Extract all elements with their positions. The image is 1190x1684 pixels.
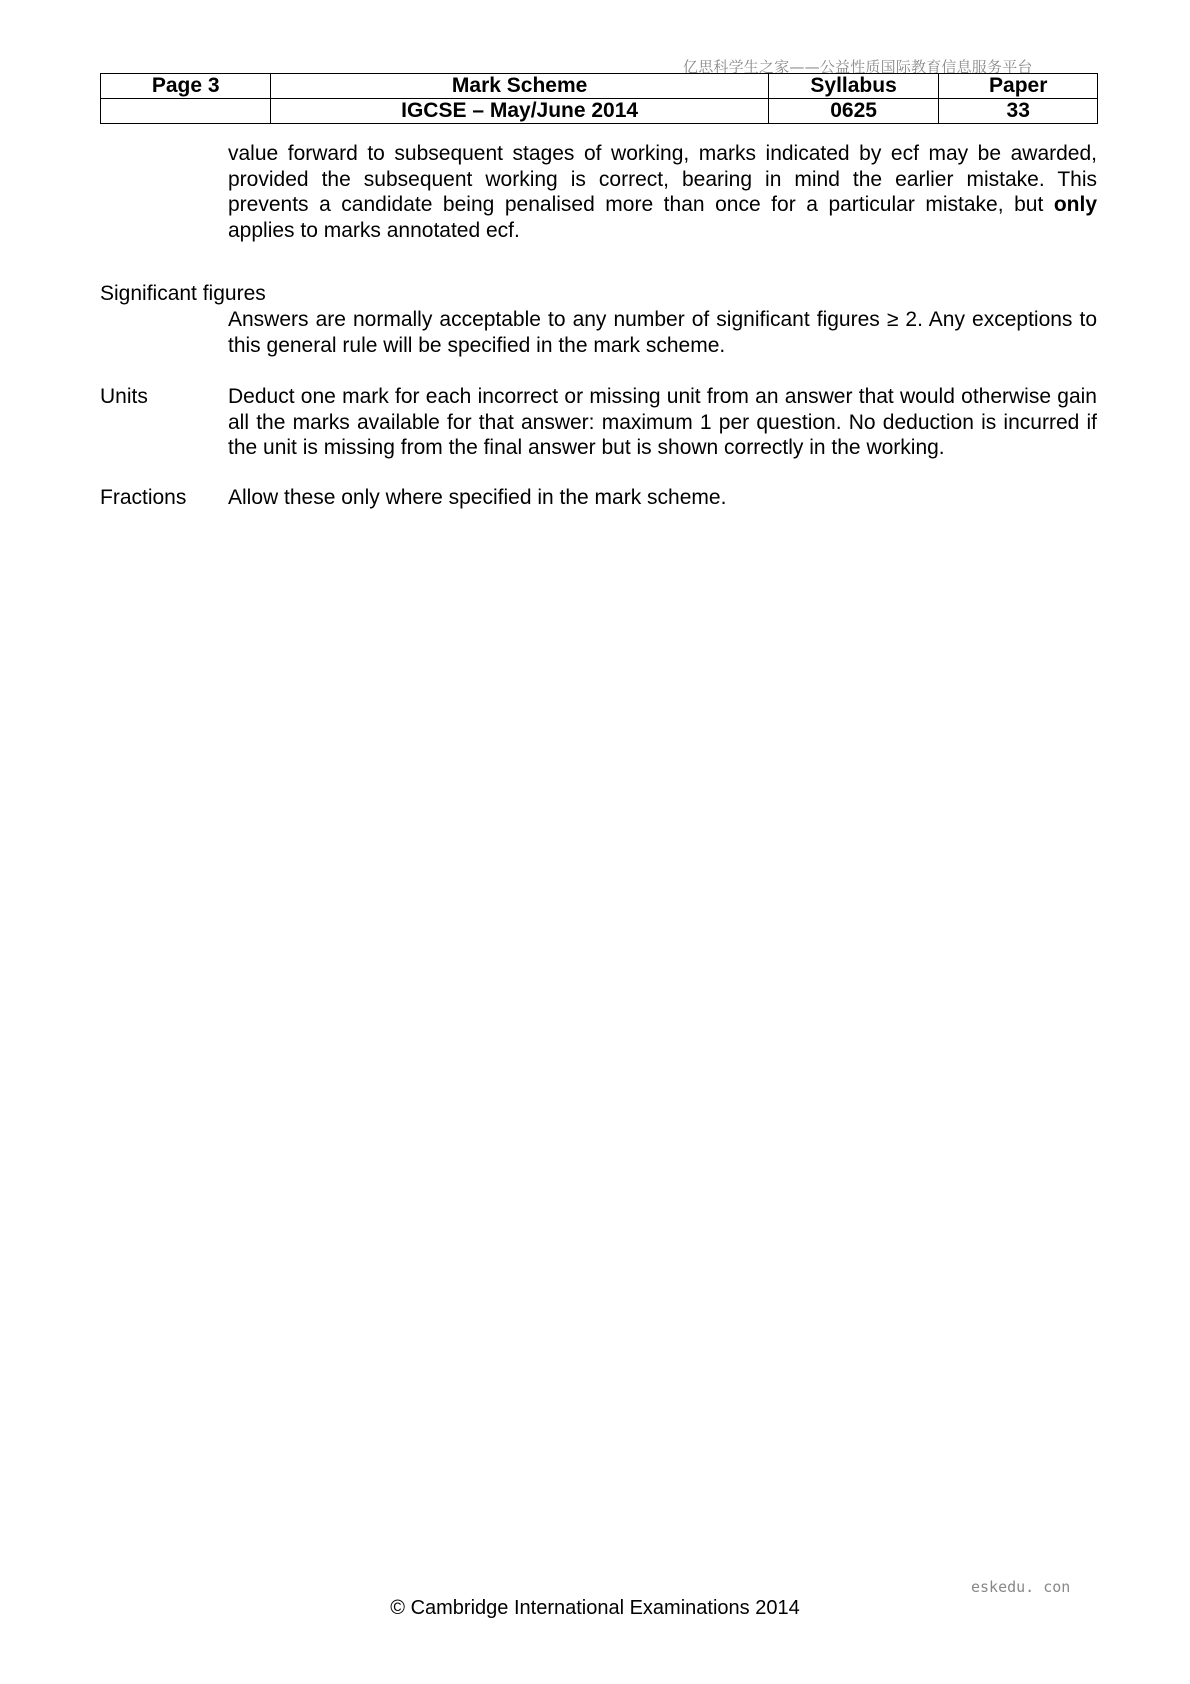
fractions-text: Allow these only where specified in the mark scheme. [228,486,727,509]
units-text: Deduct one mark for each incorrect or missing unit from an answer that would otherwise gain all the marks available for that answer: maximum 1 per question. No deduction is incurred if the unit is missing from the final answer but is shown correctly in the working. [228,385,1097,459]
watermark-bottom: eskedu. con [971,1578,1071,1596]
units-label: Units [100,385,148,408]
header-table [100,73,1098,124]
paper-label-cell: Paper [939,74,1098,99]
header-row-values [101,99,1098,124]
ecf-text-after: applies to marks annotated ecf. [228,218,520,242]
significant-figures-label: Significant figures [100,282,266,305]
empty-cell [101,99,271,124]
copyright-footer: © Cambridge International Examinations 2014 [390,1597,800,1619]
exam-session-cell: IGCSE – May/June 2014 [271,99,768,124]
watermark-top: 亿思科学生之家——公益性质国际教育信息服务平台 [683,58,1033,76]
syllabus-label-cell: Syllabus [768,74,939,99]
ecf-paragraph [228,141,1097,243]
page-number-cell: Page 3 [101,74,271,99]
paper-number-cell: 33 [939,99,1098,124]
ecf-bold-word: only [1053,193,1097,216]
fractions-label: Fractions [100,486,187,509]
header-row-labels [101,74,1098,99]
document-title-cell: Mark Scheme [271,74,768,99]
syllabus-code-cell: 0625 [768,99,939,124]
ecf-text-before: value forward to subsequent stages of working, marks indicated by ecf may be awarded, provided the subsequent working is correct, bearing in mind the earlier mistake. This prevents a candidate being penalised more than once for a particular mistake, but [228,142,1097,216]
significant-figures-text: Answers are normally acceptable to any number of significant figures ≥ 2. Any exceptions to this general rule will be specified in the mark scheme. [228,308,1097,357]
